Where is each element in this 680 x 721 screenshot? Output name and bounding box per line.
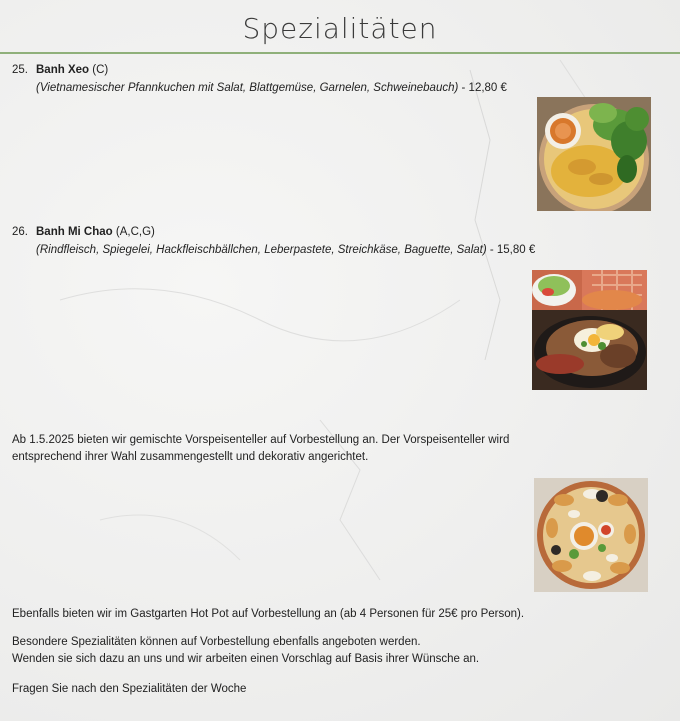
dish-description: (Vietnamesischer Pfannkuchen mit Salat, Blattgemüse, Garnelen, Schweinebauch) — [36, 82, 459, 94]
platter-notice-line1: Ab 1.5.2025 bieten wir gemischte Vorspeisenteller auf Vorbestellung an. Der Vorspeisenteller wird — [12, 434, 510, 446]
weekly-specials-notice: Fragen Sie nach den Spezialitäten der Woche — [12, 683, 247, 695]
dish-description: (Rindfleisch, Spiegelei, Hackfleischbällchen, Leberpastete, Streichkäse, Baguette, Salat) — [36, 244, 487, 256]
dish-price: - 12,80 € — [458, 82, 507, 94]
dish-allergens: (A,C,G) — [115, 226, 155, 238]
banh-mi-chao-photo — [532, 270, 647, 390]
title-divider — [0, 52, 680, 54]
appetizer-platter-photo — [534, 478, 648, 592]
dish-allergens: (C) — [92, 64, 109, 76]
platter-notice-line2: entsprechend ihrer Wahl zusammengestellt und dekorativ angerichtet. — [12, 451, 369, 463]
banh-xeo-photo — [537, 97, 651, 211]
dish-banh-mi-chao — [12, 226, 535, 256]
dish-number: 26. — [12, 226, 28, 238]
dish-name: Banh Mi Chao — [36, 226, 113, 238]
special-request-notice — [12, 634, 572, 668]
dish-banh-xeo — [12, 64, 507, 94]
platter-notice — [12, 432, 572, 466]
page-title: Spezialitäten — [242, 12, 438, 45]
special-request-line2: Wenden sie sich dazu an uns und wir arbeiten einen Vorschlag auf Basis ihrer Wünsche an. — [12, 653, 480, 665]
hotpot-notice: Ebenfalls bieten wir im Gastgarten Hot Pot auf Vorbestellung an (ab 4 Personen für 25€ pro Person). — [12, 608, 525, 620]
dish-price: - 15,80 € — [486, 244, 536, 256]
dish-number: 25. — [12, 64, 28, 76]
special-request-line1: Besondere Spezialitäten können auf Vorbestellung ebenfalls angeboten werden. — [12, 636, 421, 648]
dish-name: Banh Xeo — [36, 64, 90, 76]
